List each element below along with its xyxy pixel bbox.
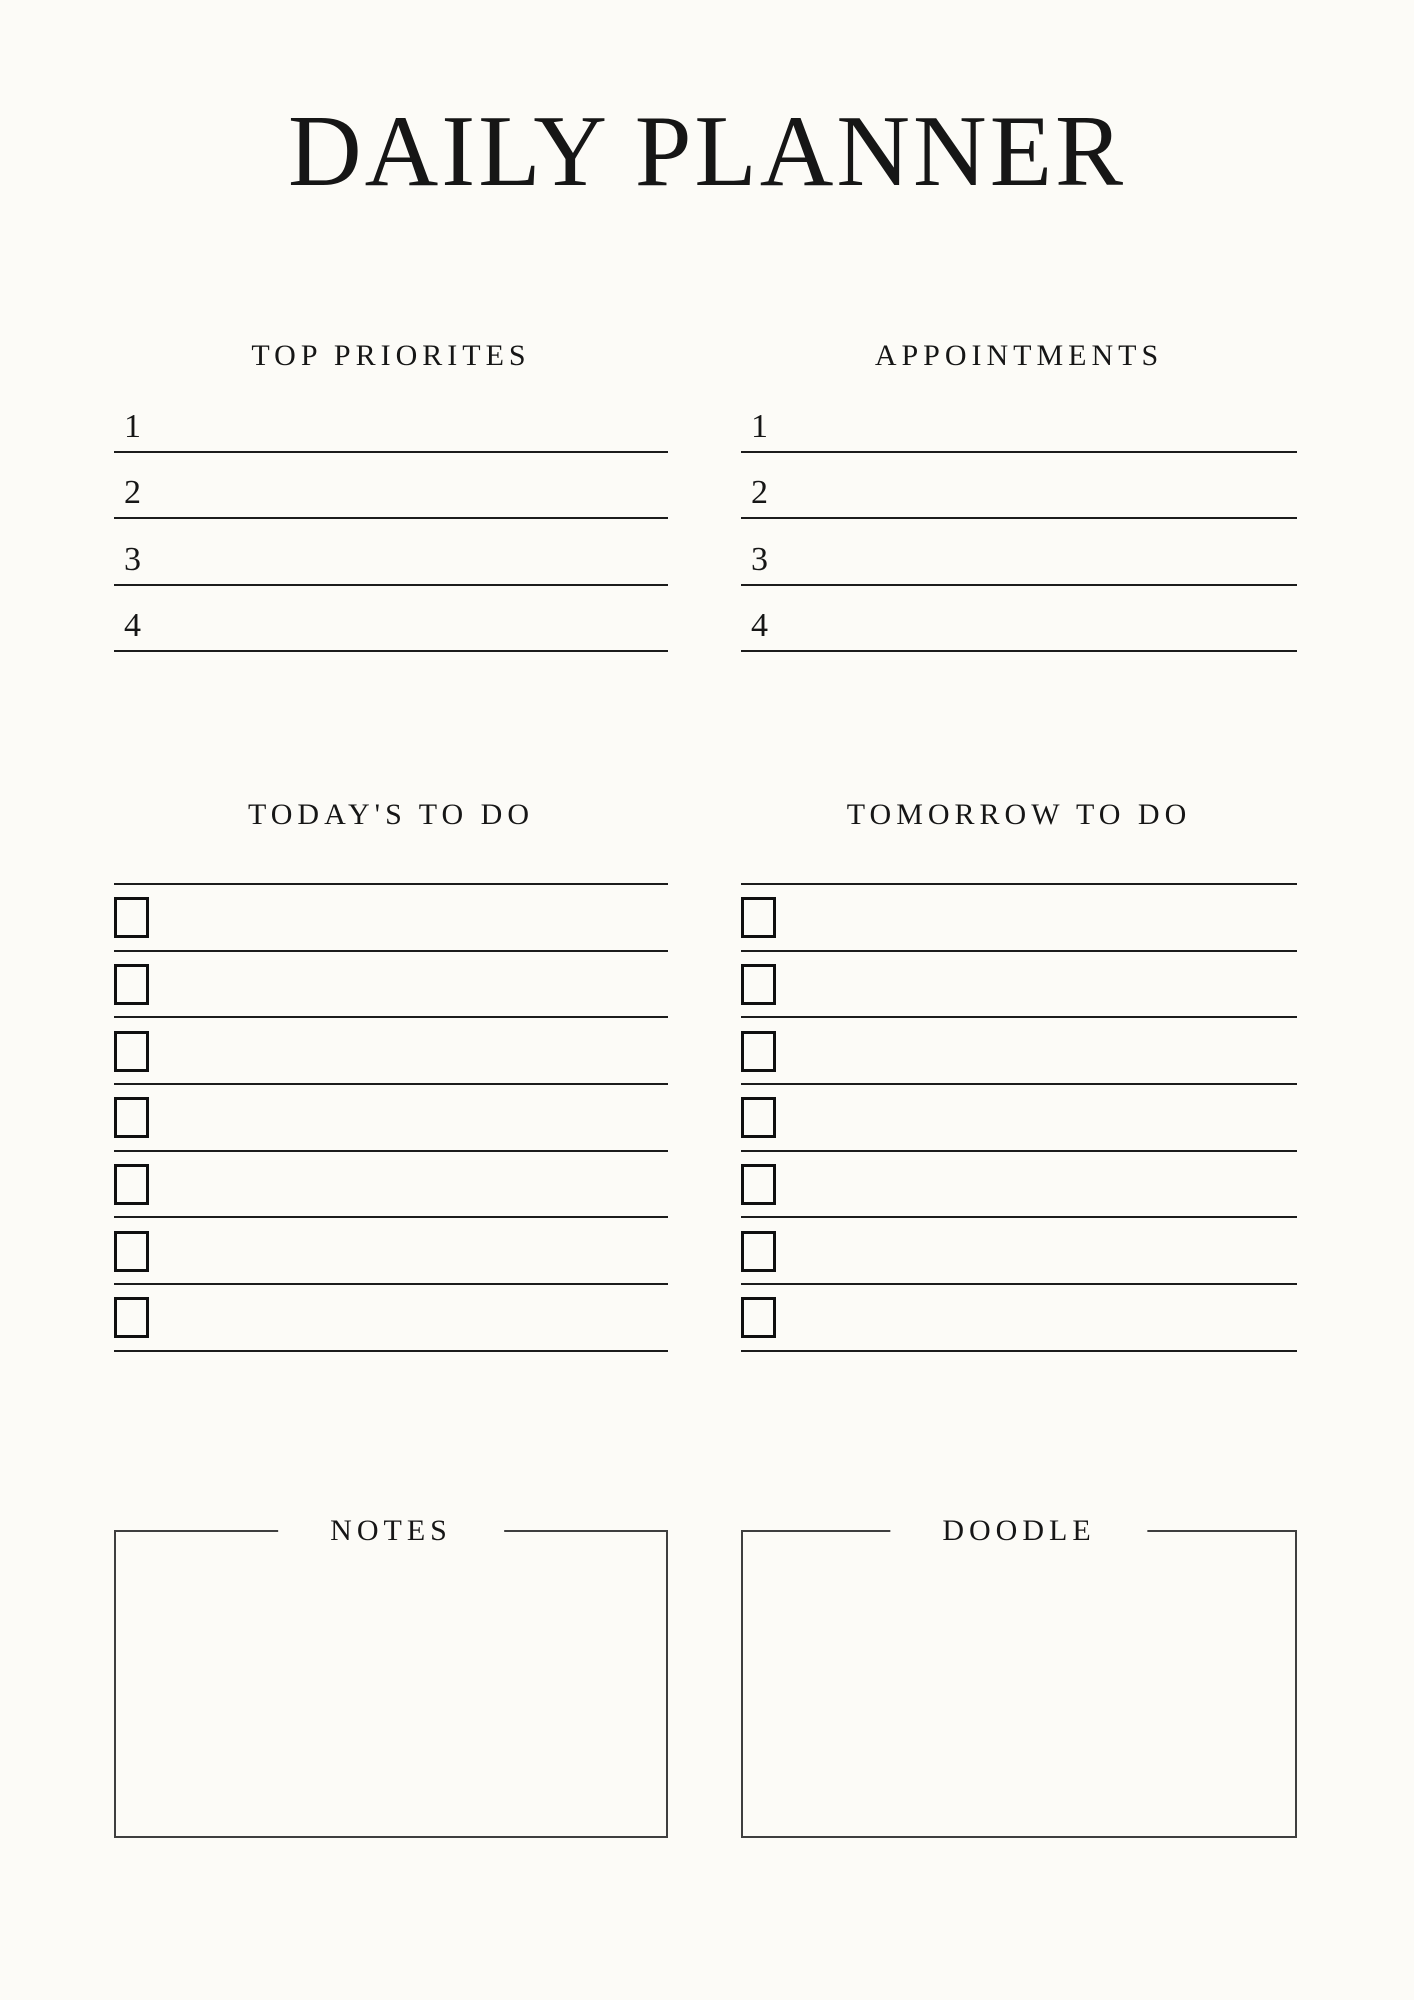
doodle-header: DOODLE xyxy=(890,1514,1147,1548)
todo-checkbox[interactable] xyxy=(114,1297,149,1338)
todo-row[interactable] xyxy=(741,885,1297,952)
todo-row[interactable] xyxy=(114,1285,668,1352)
todo-checkbox[interactable] xyxy=(114,964,149,1005)
priority-number: 3 xyxy=(124,540,141,578)
todo-row[interactable] xyxy=(741,1152,1297,1219)
todo-row[interactable] xyxy=(741,1085,1297,1152)
priority-number: 4 xyxy=(124,607,141,644)
appointment-line-field[interactable] xyxy=(741,586,1297,653)
appointment-line-field[interactable] xyxy=(741,453,1297,520)
top-priorities-header: TOP PRIORITES xyxy=(251,339,531,372)
todo-row[interactable] xyxy=(741,1285,1297,1352)
notes-area[interactable] xyxy=(114,1513,668,1838)
tomorrow-todo-list xyxy=(741,883,1297,1352)
todo-checkbox[interactable] xyxy=(114,897,149,938)
todo-checkbox[interactable] xyxy=(741,1231,776,1272)
appointment-line-field[interactable] xyxy=(741,519,1297,586)
todo-checkbox[interactable] xyxy=(741,1297,776,1338)
todo-checkbox[interactable] xyxy=(114,1164,149,1205)
todo-row[interactable] xyxy=(741,952,1297,1019)
priority-line-field[interactable] xyxy=(114,386,668,453)
todo-checkbox[interactable] xyxy=(741,964,776,1005)
todays-todo-header: TODAY'S TO DO xyxy=(247,798,534,831)
page-title: DAILY PLANNER xyxy=(287,95,1127,208)
todo-checkbox[interactable] xyxy=(114,1031,149,1072)
appointment-number: 1 xyxy=(751,407,768,445)
todo-checkbox[interactable] xyxy=(741,1031,776,1072)
todo-checkbox[interactable] xyxy=(114,1097,149,1138)
tomorrow-todo-header: TOMORROW TO DO xyxy=(846,798,1192,831)
notes-header: NOTES xyxy=(278,1514,504,1548)
appointment-line-field[interactable] xyxy=(741,386,1297,453)
appointments-header: APPOINTMENTS xyxy=(874,339,1164,372)
appointments-list xyxy=(741,386,1297,652)
todo-row[interactable] xyxy=(741,1218,1297,1285)
appointment-number: 4 xyxy=(751,607,768,644)
todo-row[interactable] xyxy=(114,885,668,952)
todo-row[interactable] xyxy=(741,1018,1297,1085)
priority-number: 2 xyxy=(124,474,141,511)
todo-checkbox[interactable] xyxy=(741,1164,776,1205)
appointment-number: 3 xyxy=(751,540,768,578)
todo-row[interactable] xyxy=(114,1085,668,1152)
priority-line-field[interactable] xyxy=(114,519,668,586)
todo-row[interactable] xyxy=(114,1218,668,1285)
priority-number: 1 xyxy=(124,407,141,445)
todo-checkbox[interactable] xyxy=(741,897,776,938)
priority-line-field[interactable] xyxy=(114,453,668,520)
top-priorities-list xyxy=(114,386,668,652)
todays-todo-list xyxy=(114,883,668,1352)
todo-row[interactable] xyxy=(114,1152,668,1219)
todo-checkbox[interactable] xyxy=(114,1231,149,1272)
todo-row[interactable] xyxy=(114,1018,668,1085)
doodle-area[interactable] xyxy=(741,1513,1297,1838)
priority-line-field[interactable] xyxy=(114,586,668,653)
todo-row[interactable] xyxy=(114,952,668,1019)
appointment-number: 2 xyxy=(751,474,768,511)
todo-checkbox[interactable] xyxy=(741,1097,776,1138)
